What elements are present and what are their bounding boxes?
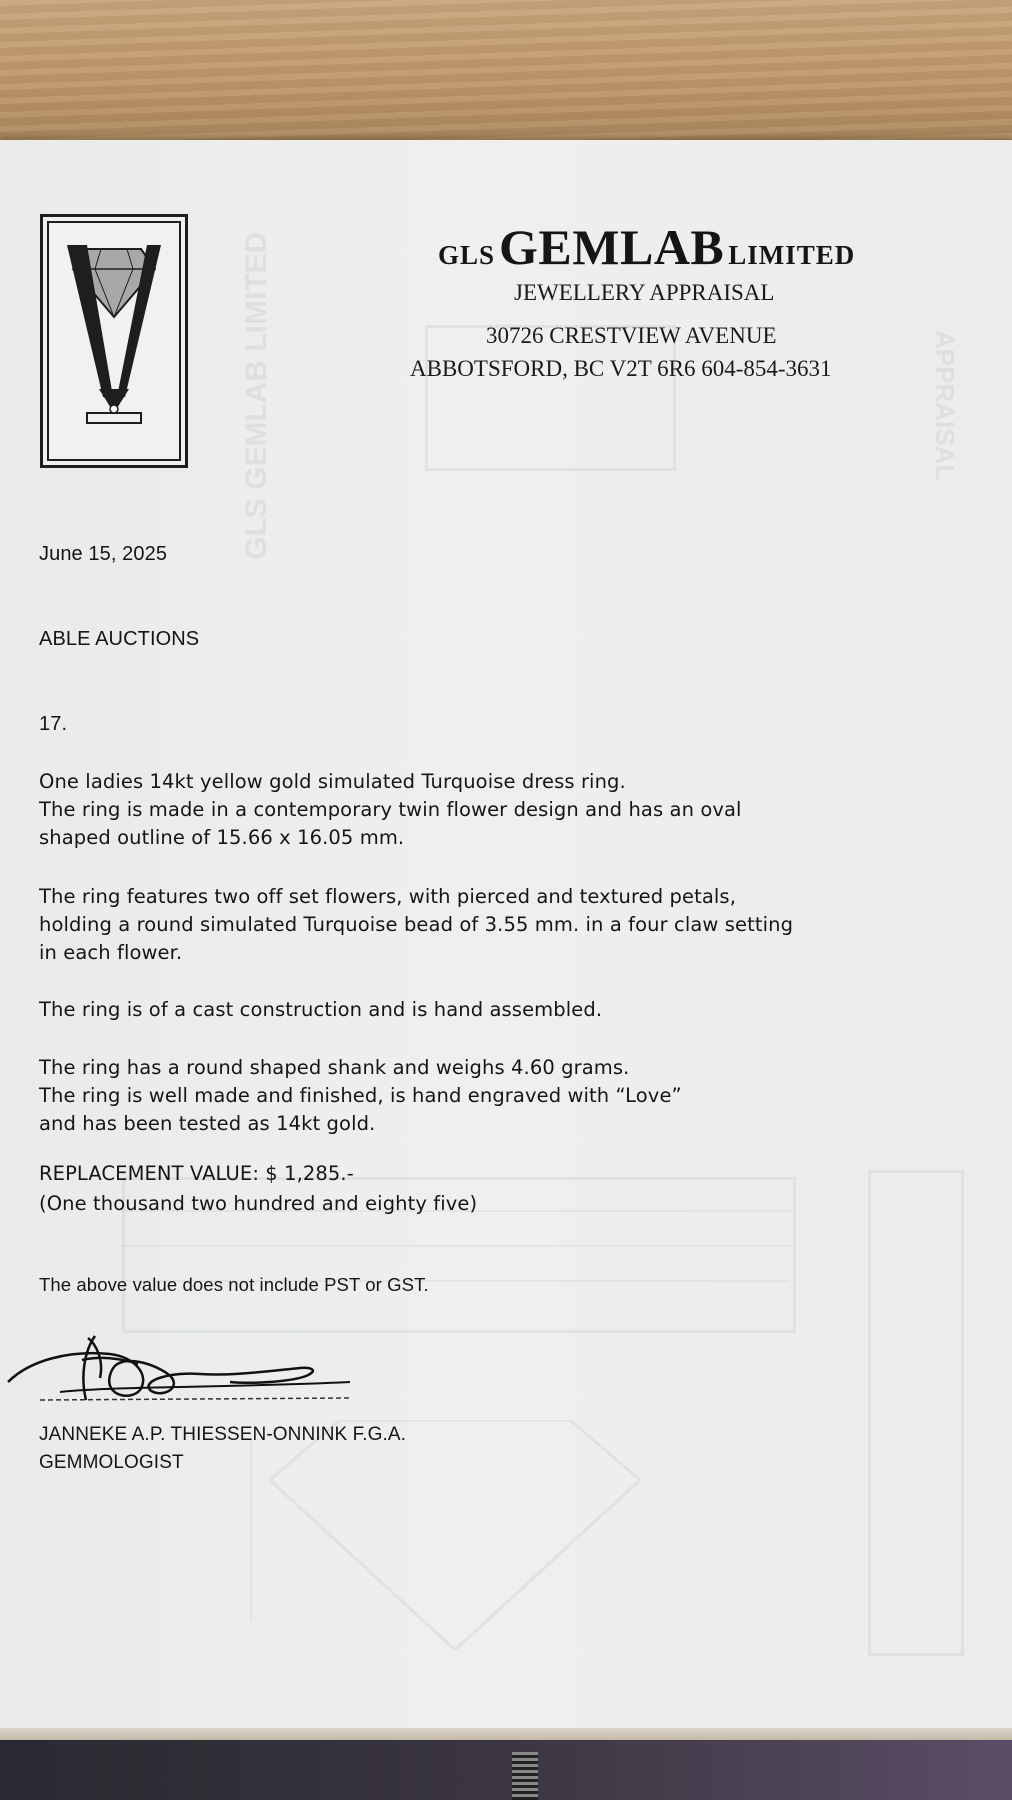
description-line: The ring has a round shaped shank and weighs 4.60 grams. bbox=[39, 1056, 630, 1079]
address-line-2: ABBOTSFORD, BC V2T 6R6 604-854-3631 bbox=[410, 356, 832, 381]
company-suffix: LIMITED bbox=[728, 240, 856, 270]
ghost-rule bbox=[250, 1440, 252, 1620]
description-line: The ring is made in a contemporary twin flower design and has an oval bbox=[39, 798, 742, 821]
appraiser-title: GEMMOLOGIST bbox=[39, 1452, 184, 1473]
description-line: holding a round simulated Turquoise bead of 3.55 mm. in a four claw setting bbox=[39, 913, 794, 936]
paper-edge bbox=[0, 1728, 1012, 1740]
appraiser-signature bbox=[0, 1320, 380, 1420]
description-line: and has been tested as 14kt gold. bbox=[39, 1112, 376, 1135]
company-subtitle: JEWELLERY APPRAISAL bbox=[514, 280, 775, 305]
zipper bbox=[512, 1752, 538, 1800]
company-name bbox=[438, 218, 855, 276]
client-name: ABLE AUCTIONS bbox=[39, 628, 200, 650]
ghost-text-right: APPRAISAL bbox=[930, 330, 960, 481]
ghost-rule bbox=[122, 1245, 790, 1247]
replacement-value: REPLACEMENT VALUE: $ 1,285.- bbox=[39, 1162, 354, 1185]
fabric-background bbox=[0, 1740, 1012, 1800]
description-line: shaped outline of 15.66 x 16.05 mm. bbox=[39, 826, 405, 849]
description-line: The ring is of a cast construction and is hand assembled. bbox=[39, 998, 603, 1021]
ghost-grade-column bbox=[868, 1170, 964, 1656]
description-line: One ladies 14kt yellow gold simulated Turquoise dress ring. bbox=[39, 770, 626, 793]
description-line: in each flower. bbox=[39, 941, 183, 964]
diamond-v-logo-icon bbox=[43, 217, 185, 465]
ghost-diamond-diagram bbox=[260, 1420, 660, 1650]
wooden-table-background bbox=[0, 0, 1012, 150]
description-line: The ring features two off set flowers, with pierced and textured petals, bbox=[39, 885, 736, 908]
document-date: June 15, 2025 bbox=[39, 543, 168, 565]
company-prefix: GLS bbox=[438, 240, 496, 270]
ghost-text: GLS GEMLAB LIMITED bbox=[240, 231, 273, 560]
description-line: The ring is well made and finished, is hand engraved with “Love” bbox=[39, 1084, 682, 1107]
address-line-1: 30726 CRESTVIEW AVENUE bbox=[486, 323, 777, 348]
replacement-value-words: (One thousand two hundred and eighty five) bbox=[39, 1192, 478, 1215]
item-number: 17. bbox=[39, 713, 68, 735]
company-main-name: GEMLAB bbox=[499, 219, 725, 275]
tax-note: The above value does not include PST or GST. bbox=[39, 1274, 429, 1295]
appraiser-name: JANNEKE A.P. THIESSEN-ONNINK F.G.A. bbox=[39, 1424, 407, 1445]
gemlab-logo bbox=[40, 214, 188, 468]
